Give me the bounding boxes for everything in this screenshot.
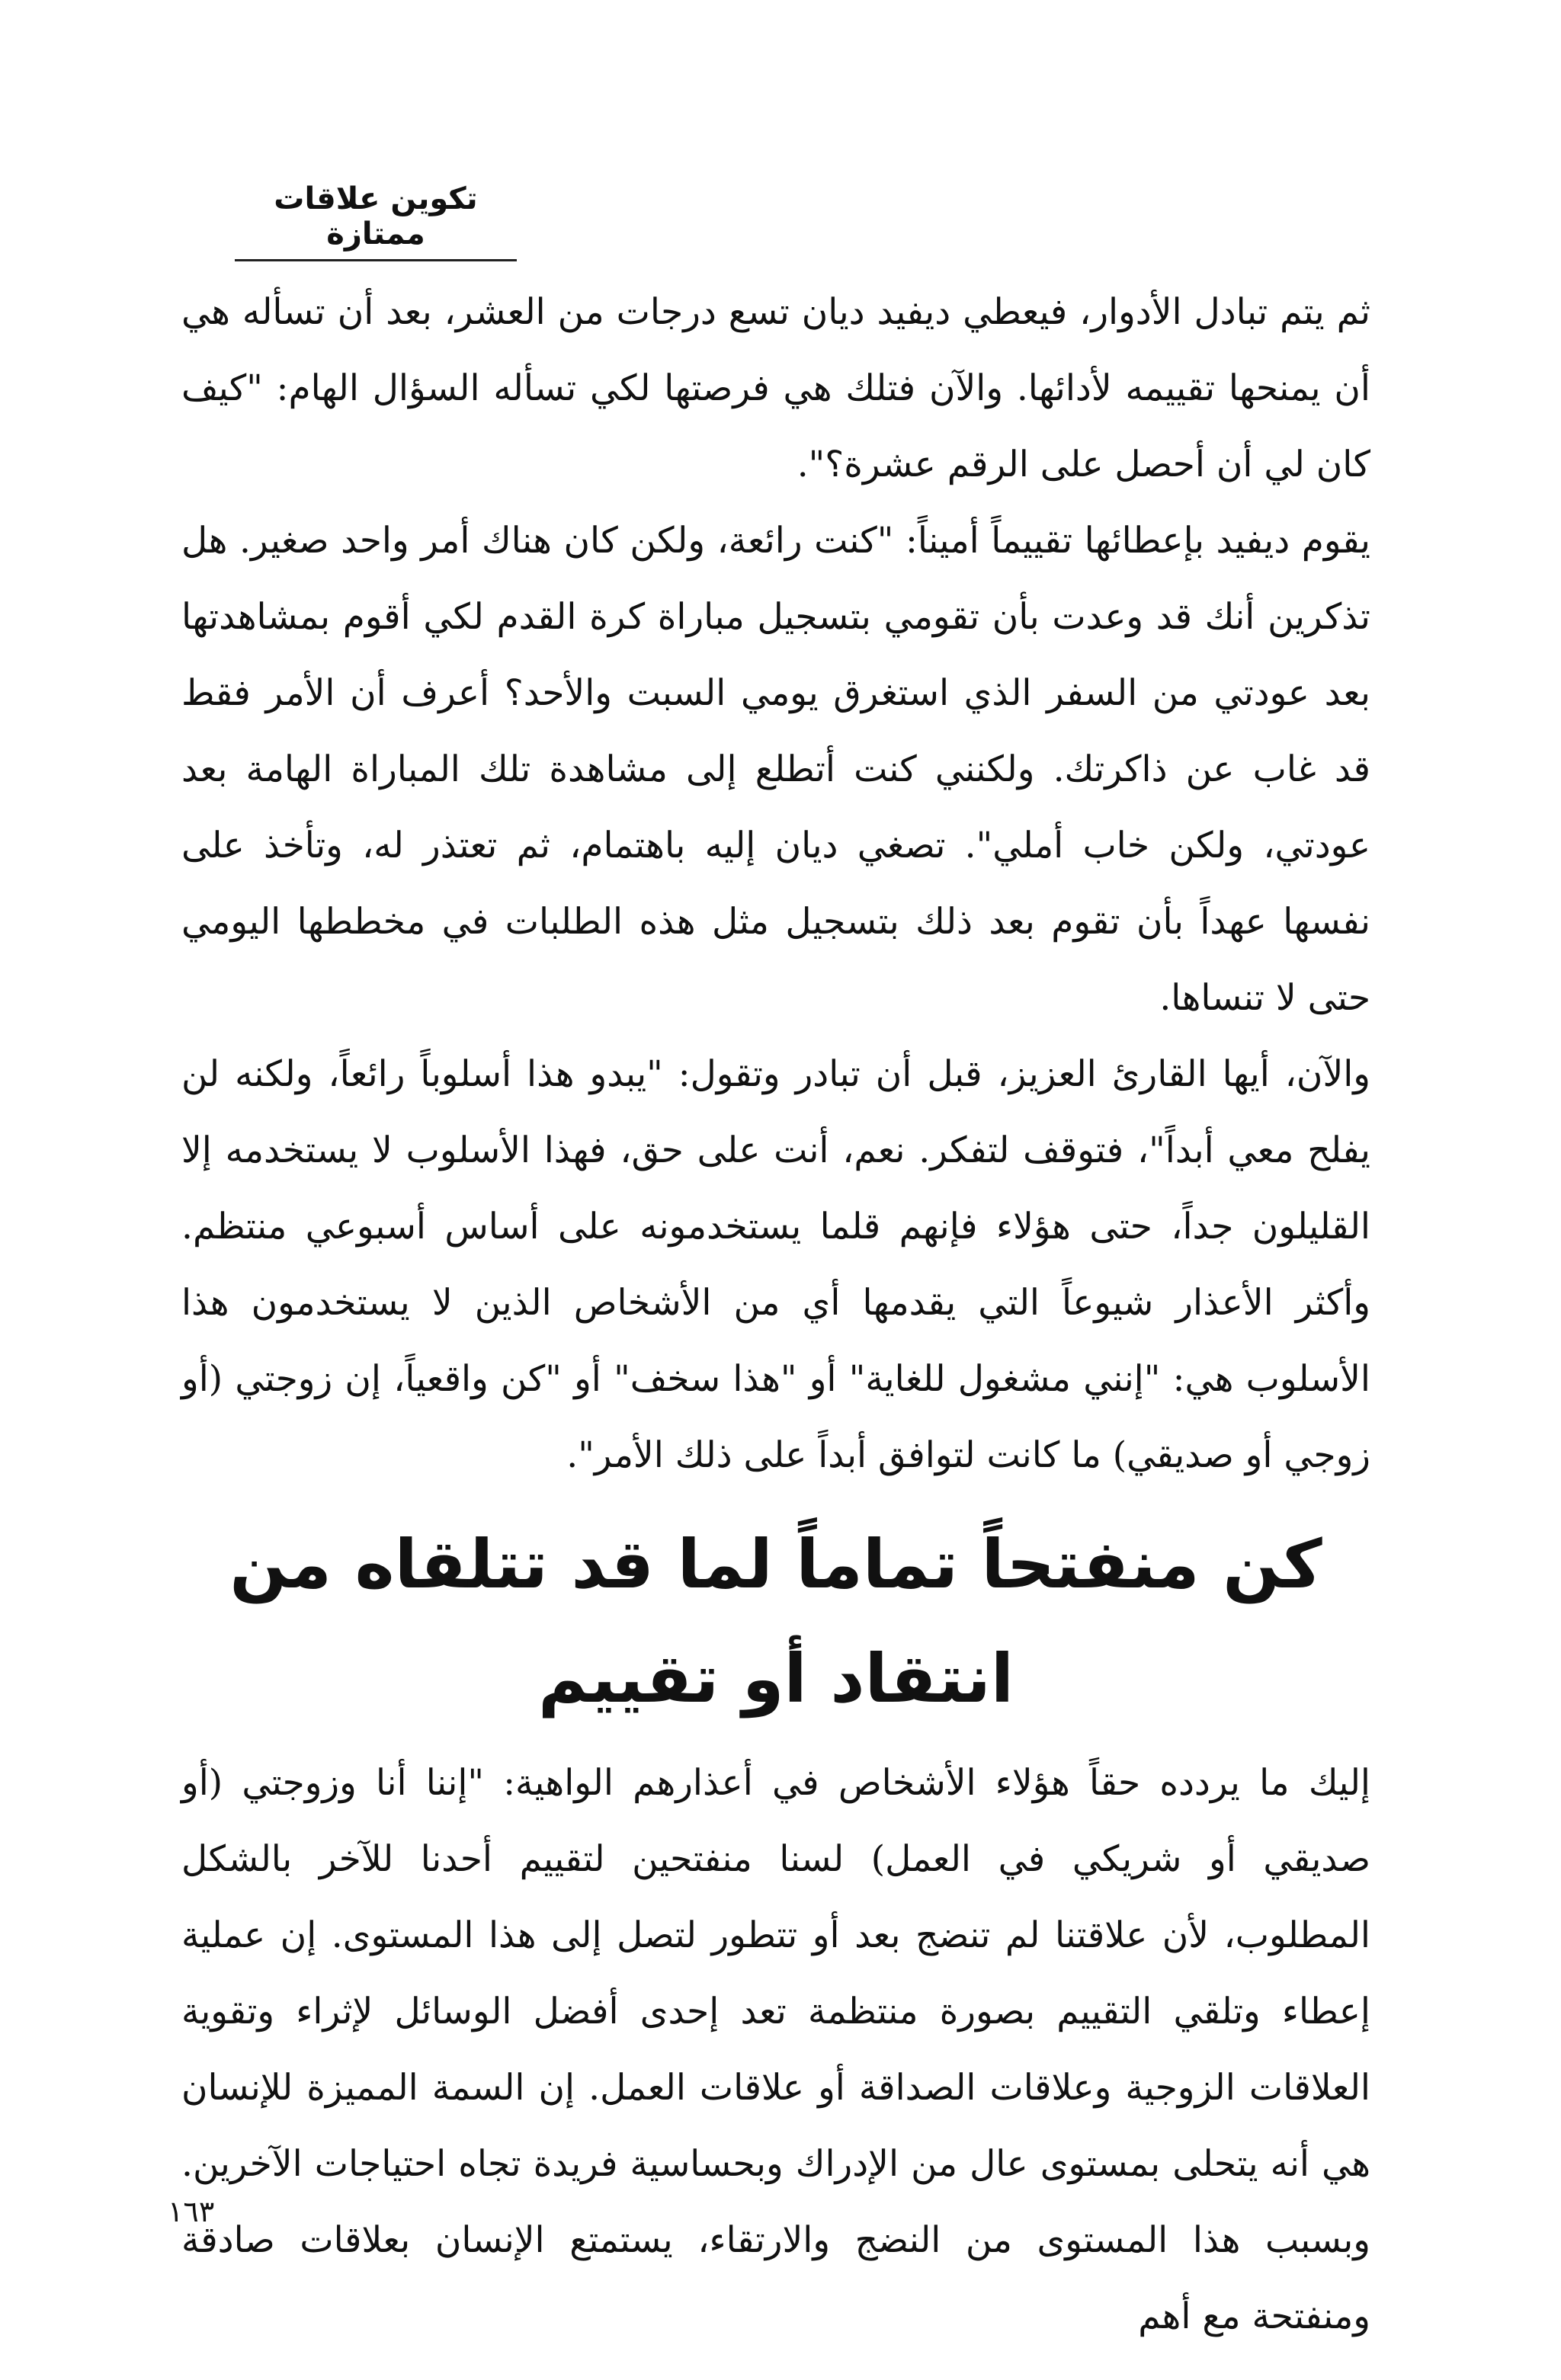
page-number: ١٦٣ [168,2195,215,2228]
body-text [181,274,1370,2355]
section-paragraph: إليك ما يردده حقاً هؤلاء الأشخاص في أعذارهم الواهية: "إننا أنا وزوجتي (أو صديقي أو شريكي في العمل) لسنا منفتحين لتقييم أحدنا للآخر بالشكل المطلوب، لأن علاقتنا لم تنضج بعد أو تتطور لتصل إلى هذا المستوى. إن عملية إعطاء وتلقي التقييم بصورة منتظمة تعد إحدى أفضل الوسائل لإثراء وتقوية العلاقات الزوجية وعلاقات الصداقة أو علاقات العمل. إن السمة المميزة للإنسان هي أنه يتحلى بمستوى عال من الإدراك وبحساسية فريدة تجاه احتياجات الآخرين. وبسبب هذا المستوى من النضج والارتقاء، يستمتع الإنسان بعلاقات صادقة ومنفتحة مع أهم [181,1762,1370,2337]
paragraph-2: يقوم ديفيد بإعطائها تقييماً أميناً: "كنت رائعة، ولكن كان هناك أمر واحد صغير. هل تذكرين أنك قد وعدت بأن تقومي بتسجيل مباراة كرة القدم لكي أقوم بمشاهدتها بعد عودتي من السفر الذي استغرق يومي السبت والأحد؟ أعرف أن الأمر فقط قد غاب عن ذاكرتك. ولكنني كنت أتطلع إلى مشاهدة تلك المباراة الهامة بعد عودتي، ولكن خاب أملي". تصغي ديان إليه باهتمام، ثم تعتذر له، وتأخذ على نفسها عهداً بأن تقوم بعد ذلك بتسجيل مثل هذه الطلبات في مخططها اليومي حتى لا تنساها. [181,520,1370,1019]
running-header-title: تكوين علاقات ممتازة [235,181,517,261]
paragraph-1: ثم يتم تبادل الأدوار، فيعطي ديفيد ديان تسع درجات من العشر، بعد أن تسأله هي أن يمنحها تقييمه لأدائها. والآن فتلك هي فرصتها لكي تسأله السؤال الهام: "كيف كان لي أن أحصل على الرقم عشرة؟". [181,291,1370,485]
paragraph-3: والآن، أيها القارئ العزيز، قبل أن تبادر وتقول: "يبدو هذا أسلوباً رائعاً، ولكنه لن يفلح معي أبداً"، فتوقف لتفكر. نعم، أنت على حق، فهذا الأسلوب لا يستخدمه إلا القليلون جداً، حتى هؤلاء فإنهم قلما يستخدمونه على أساس أسبوعي منتظم. وأكثر الأعذار شيوعاً التي يقدمها أي من الأشخاص الذين لا يستخدمون هذا الأسلوب هي: "إنني مشغول للغاية" أو "هذا سخف" أو "كن واقعياً، إن زوجتي (أو زوجي أو صديقي) ما كانت لتوافق أبداً على ذلك الأمر". [181,1053,1370,1476]
section-heading: كن منفتحاً تماماً لما قد تتلقاه من انتقاد أو تقييم [229,1525,1322,1718]
